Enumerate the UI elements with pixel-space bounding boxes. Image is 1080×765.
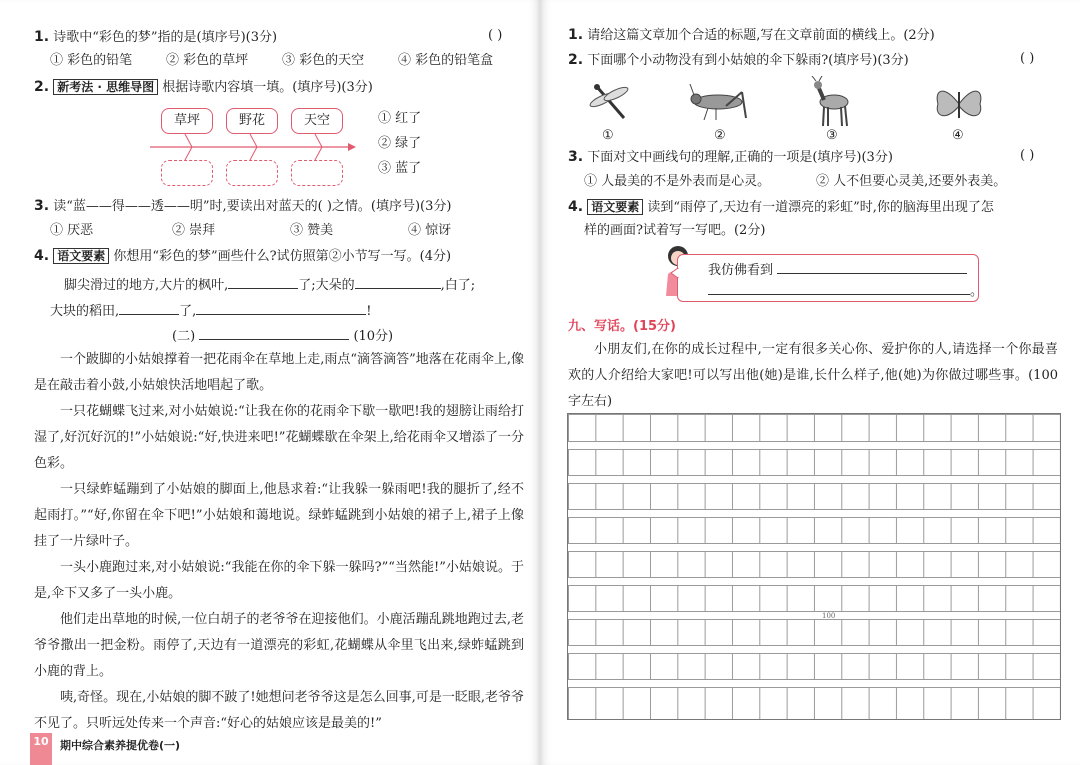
passage-paragraph: 他们走出草地的时候,一位白胡子的老爷爷在迎接他们。小鹿活蹦乱跳地跑过去,老爷爷撒出一把金粉。雨停了,天边有一道漂亮的彩虹,花蝴蝶从伞里飞出来,绿蚱蜢跳到小鹿的背上。 bbox=[34, 612, 524, 679]
mind-map-node-wildflower: 野花 bbox=[226, 108, 278, 134]
animal-label-4: ④ bbox=[952, 128, 964, 143]
animal-label-1: ① bbox=[602, 128, 614, 143]
q3-option-3: ③ 赞美 bbox=[290, 223, 334, 238]
q3-option-4: ④ 惊讶 bbox=[408, 223, 452, 238]
mind-map-answer-3[interactable] bbox=[291, 160, 343, 186]
speech-line-1: 我仿佛看到 bbox=[708, 259, 967, 280]
footer-title: 期中综合素养提优卷(一) bbox=[60, 739, 181, 752]
question-1: 1. 诗歌中“彩色的梦”指的是(填序号)(3分) bbox=[34, 29, 278, 45]
mind-map-node-sky: 天空 bbox=[291, 108, 343, 134]
rq3-option-1: ① 人最美的不是外表而是心灵。 bbox=[584, 174, 771, 189]
right-page bbox=[540, 0, 1080, 765]
question-4-text: 你想用“彩色的梦”画些什么?试仿照第②小节写一写。(4分) bbox=[113, 249, 452, 264]
answer-paren-q1[interactable]: ( ) bbox=[488, 28, 503, 43]
passage-paragraph: 一只花蝴蝶飞过来,对小姑娘说:“让我在你的花雨伞下歇一歇吧!我的翅膀让雨给打湿了,好沉好沉的!”小姑娘说:“好,快进来吧!”花蝴蝶歇在伞架上,给花雨伞又增添了一分色彩。 bbox=[34, 404, 524, 471]
q3-option-1: ① 厌恶 bbox=[50, 223, 94, 238]
question-3: 3. 读“蓝——得——透——明”时,要读出对蓝天的( )之情。(填序号)(3分) bbox=[34, 198, 452, 214]
q1-option-1: ① 彩色的铅笔 bbox=[50, 53, 133, 68]
deer-icon bbox=[810, 76, 856, 128]
right-question-3-text: 下面对文中画线句的理解,正确的一项是(填序号)(3分) bbox=[587, 150, 893, 165]
grid-count-mark: 100 bbox=[822, 612, 836, 620]
mind-map-answer-1[interactable] bbox=[161, 160, 213, 186]
answer-paren-rq3[interactable]: ( ) bbox=[1020, 148, 1035, 163]
right-question-1-text: 请给这篇文章加个合适的标题,写在文章前面的横线上。(2分) bbox=[587, 28, 935, 43]
answer-paren-rq2[interactable]: ( ) bbox=[1020, 51, 1035, 66]
answer-blank[interactable] bbox=[777, 259, 967, 274]
fill-blank[interactable] bbox=[228, 274, 298, 289]
q2-option-1: ① 红了 bbox=[378, 111, 422, 126]
writing-grid[interactable] bbox=[567, 413, 1061, 720]
q1-option-2: ② 彩色的草坪 bbox=[166, 53, 249, 68]
right-question-2-text: 下面哪个小动物没有到小姑娘的伞下躲雨?(填序号)(3分) bbox=[587, 53, 909, 68]
speech-line-2: 。 bbox=[708, 280, 983, 301]
dragonfly-icon bbox=[588, 80, 634, 126]
fill-line-1: 脚尖滑过的地方,大片的枫叶, 了;大朵的 ,白了; bbox=[64, 274, 475, 295]
rq3-option-2: ② 人不但要心灵美,还要外表美。 bbox=[816, 174, 1007, 189]
question-3-text: 读“蓝——得——透——明”时,要读出对蓝天的( )之情。(填序号)(3分) bbox=[53, 199, 452, 214]
question-2: 2. 新考法 · 思维导图 根据诗歌内容填一填。(填序号)(3分) bbox=[34, 79, 373, 95]
animal-label-2: ② bbox=[714, 128, 726, 143]
passage-paragraph: 一只绿蚱蜢蹦到了小姑娘的脚面上,他恳求着:“让我躲一躲雨吧!我的腿折了,经不起雨打。”“好,你留在伞下吧!”小姑娘和蔼地说。绿蚱蜢跳到小姑娘的裙子上,裙子上像挂了一片绿叶子。 bbox=[34, 482, 524, 549]
mind-map-node-grass: 草坪 bbox=[161, 108, 213, 134]
passage-paragraph: 一个跛脚的小姑娘撑着一把花雨伞在草地上走,雨点“滴答滴答”地落在花雨伞上,像是在敲击着小鼓,小姑娘快活地唱起了歌。 bbox=[34, 352, 524, 393]
question-2-text: 根据诗歌内容填一填。(填序号)(3分) bbox=[162, 80, 373, 95]
section-2-header: (二) (10分) bbox=[172, 325, 393, 346]
title-blank[interactable] bbox=[199, 325, 349, 340]
question-1-text: 诗歌中“彩色的梦”指的是(填序号)(3分) bbox=[53, 30, 278, 45]
grasshopper-icon bbox=[688, 84, 750, 124]
section-9-title: 九、写话。(15分) bbox=[568, 319, 676, 334]
fill-blank[interactable] bbox=[119, 300, 179, 315]
q1-option-3: ③ 彩色的天空 bbox=[282, 53, 365, 68]
tag-new-method: 新考法 · 思维导图 bbox=[53, 79, 158, 95]
q1-option-4: ④ 彩色的铅笔盒 bbox=[398, 53, 494, 68]
q2-option-2: ② 绿了 bbox=[378, 136, 422, 151]
q2-option-3: ③ 蓝了 bbox=[378, 161, 422, 176]
passage-paragraph: 咦,奇怪。现在,小姑娘的脚不跛了!她想问老爷爷这是怎么回事,可是一眨眼,老爷爷不见了。只听远处传来一个声音:“好心的姑娘应该是最美的!” bbox=[34, 690, 524, 731]
question-4: 4. 语文要素 你想用“彩色的梦”画些什么?试仿照第②小节写一写。(4分) bbox=[34, 248, 452, 264]
tag-language-element-right: 语文要素 bbox=[587, 199, 643, 215]
fill-blank[interactable] bbox=[355, 274, 441, 289]
butterfly-icon bbox=[934, 84, 984, 124]
writing-prompt: 小朋友们,在你的成长过程中,一定有很多关心你、爱护你的人,请选择一个你最喜欢的人介绍给大家吧!可以写出他(她)是谁,长什么样子,他(她)为你做过哪些事。(100字左右) bbox=[568, 342, 1058, 409]
mind-map-answer-2[interactable] bbox=[226, 160, 278, 186]
animal-label-3: ③ bbox=[826, 128, 838, 143]
right-question-2: 2. 下面哪个小动物没有到小姑娘的伞下躲雨?(填序号)(3分) bbox=[568, 52, 909, 68]
right-question-3: 3. 下面对文中画线句的理解,正确的一项是(填序号)(3分) bbox=[568, 149, 893, 165]
right-question-4-text-cont: 样的画面?试着写一写吧。(2分) bbox=[584, 223, 766, 238]
passage bbox=[34, 347, 524, 737]
right-question-4-text: 读到“雨停了,天边有一道漂亮的彩虹”时,你的脑海里出现了怎 bbox=[647, 200, 994, 215]
right-question-4: 4. 语文要素 读到“雨停了,天边有一道漂亮的彩虹”时,你的脑海里出现了怎 bbox=[568, 199, 994, 215]
fill-blank[interactable] bbox=[196, 300, 366, 315]
right-question-1: 1. 请给这篇文章加个合适的标题,写在文章前面的横线上。(2分) bbox=[568, 27, 935, 43]
q3-option-2: ② 崇拜 bbox=[172, 223, 216, 238]
page-number: 10 bbox=[30, 733, 52, 765]
fill-line-2: 大块的稻田, 了, ! bbox=[50, 300, 372, 321]
tag-language-element: 语文要素 bbox=[53, 248, 109, 264]
passage-paragraph: 一头小鹿跑过来,对小姑娘说:“我能在你的伞下躲一躲吗?”“当然能!”小姑娘说。于是,伞下又多了一头小鹿。 bbox=[34, 560, 524, 601]
speech-bubble-tail bbox=[671, 268, 679, 278]
answer-blank[interactable] bbox=[708, 280, 970, 295]
